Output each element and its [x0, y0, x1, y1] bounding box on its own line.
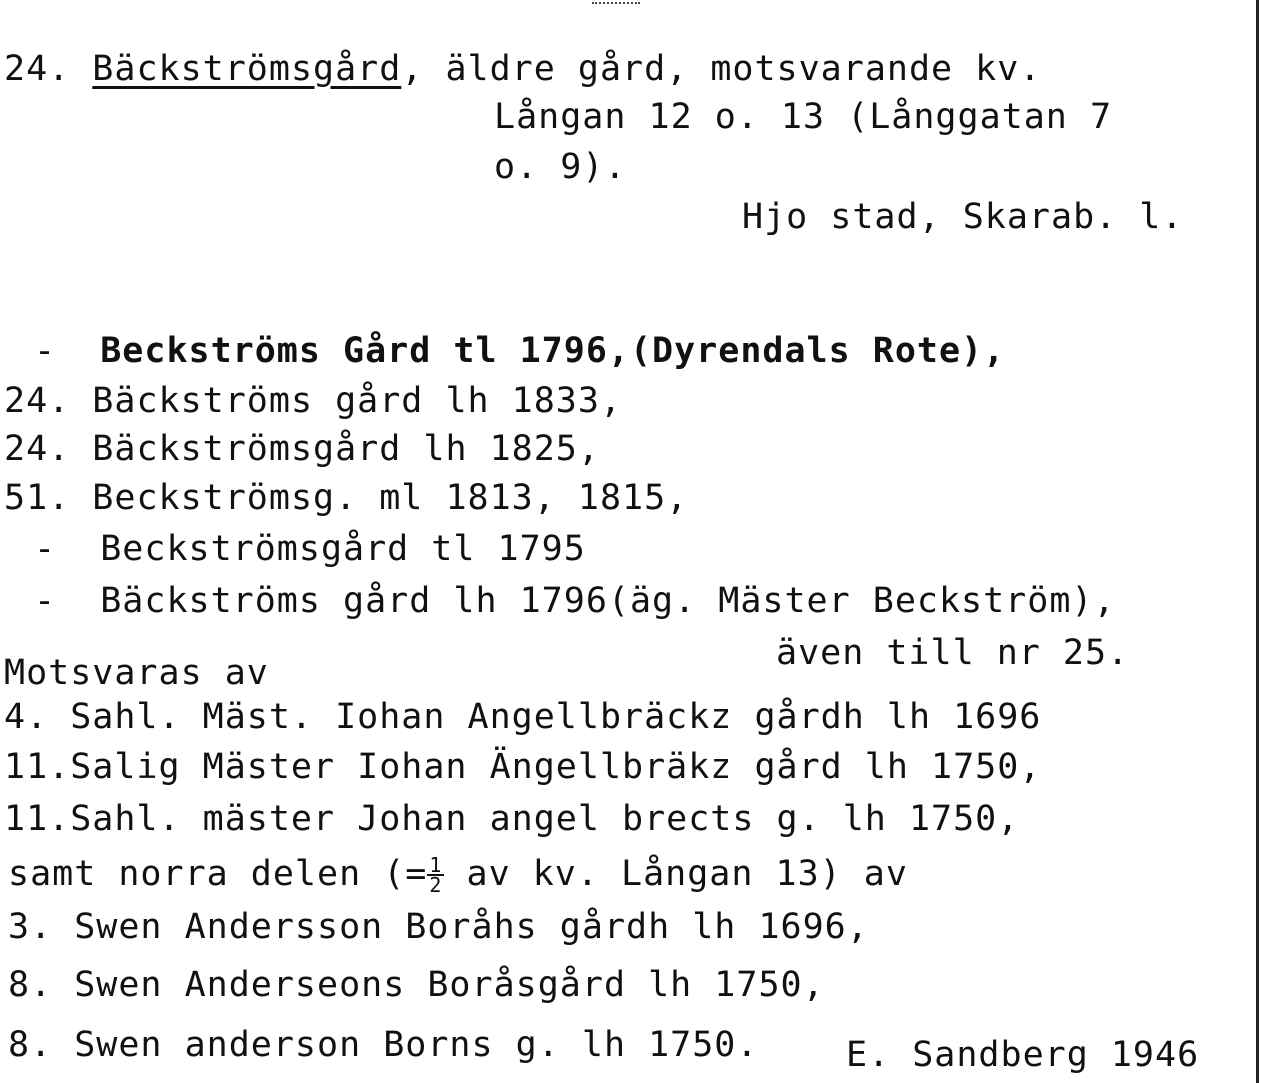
source-line: 3. Swen Andersson Boråhs gårdh lh 1696, [8, 907, 869, 947]
motsvaras-label: Motsvaras av [4, 653, 269, 693]
header-line1-rest: , äldre gård, motsvarande kv. [401, 49, 1042, 89]
top-punch-mark [592, 2, 640, 8]
entry-text: Beckströmsgård tl 1795 [100, 529, 586, 569]
entry-row [4, 429, 600, 469]
entry-number: 51. [4, 478, 71, 518]
entry-continuation: även till nr 25. [776, 633, 1130, 673]
samt-before: samt norra delen (= [8, 854, 428, 894]
source-line: 4. Sahl. Mäst. Iohan Angellbräckz gårdh lh 1696 [4, 697, 1042, 737]
entry-text: Bäckströms gård lh 1796(äg. Mäster Beckström), [100, 581, 1116, 621]
header-name: Bäckströmsgård [92, 49, 402, 89]
fraction-denominator: 2 [429, 873, 443, 897]
entry-row [34, 529, 586, 569]
entry-text: Beckströmsg. ml 1813, 1815, [92, 478, 689, 518]
header-line-2: Långan 12 o. 13 (Långgatan 7 [494, 97, 1113, 137]
entry-row [4, 381, 623, 421]
entry-text: Bäckströms gård lh 1833, [92, 381, 623, 421]
entry-number: - [34, 581, 57, 621]
entry-row [34, 331, 1006, 371]
entry-number: 24. [4, 381, 71, 421]
entry-text: Bäckströmsgård lh 1825, [92, 429, 600, 469]
signature: E. Sandberg 1946 [846, 1035, 1200, 1075]
half-fraction [427, 853, 444, 897]
samt-after: av kv. Långan 13) av [444, 854, 908, 894]
source-line: 8. Swen anderson Borns g. lh 1750. [8, 1025, 759, 1065]
entry-number: - [34, 529, 57, 569]
source-line: 11.Salig Mäster Iohan Ängellbräkz gård lh 1750, [4, 747, 1042, 787]
header-line-1 [4, 49, 1042, 89]
card-right-border [1256, 0, 1259, 1083]
source-line: 8. Swen Anderseons Boråsgård lh 1750, [8, 965, 825, 1005]
entry-number: 24. [4, 429, 71, 469]
header-place: Hjo stad, Skarab. l. [742, 197, 1184, 237]
entry-text-rest: ,(Dyrendals Rote), [607, 331, 1006, 371]
entry-text-bold: Beckströms Gård tl 1796 [100, 331, 608, 371]
samt-line [8, 853, 908, 897]
entry-number: - [34, 331, 57, 371]
entry-row [4, 478, 689, 518]
fraction-numerator: 1 [429, 853, 443, 877]
header-number: 24. [4, 49, 71, 89]
header-line-3: o. 9). [494, 147, 627, 187]
entry-row [34, 581, 1116, 621]
source-line: 11.Sahl. mäster Johan angel brects g. lh 1750, [4, 799, 1020, 839]
